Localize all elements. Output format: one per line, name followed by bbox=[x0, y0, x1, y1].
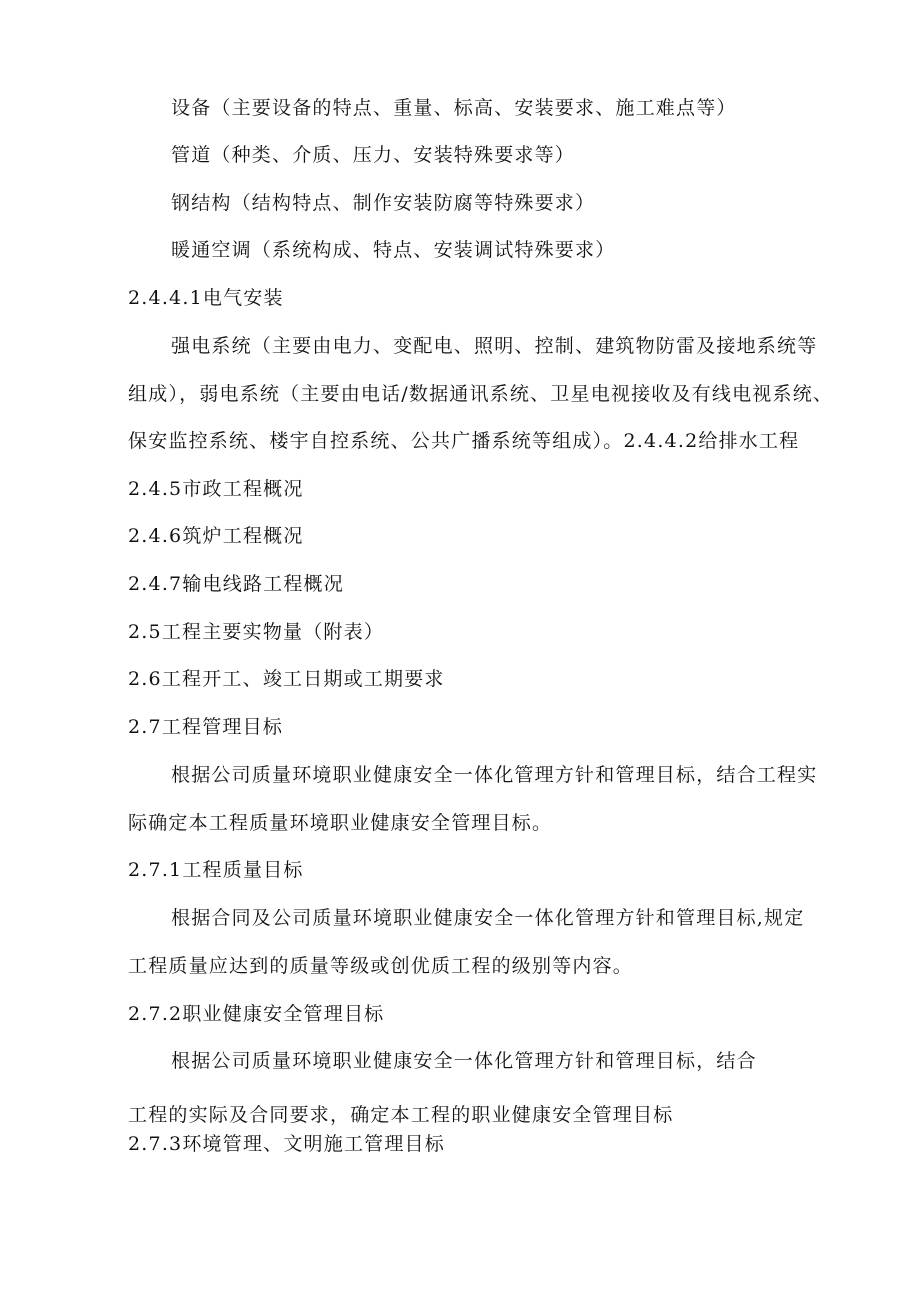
heading-2-7: 2.7工程管理目标 bbox=[128, 716, 284, 738]
paragraph-safety-line-1: 根据公司质量环境职业健康安全一体化管理方针和管理目标，结合 bbox=[171, 1050, 757, 1072]
heading-2-4-5: 2.4.5市政工程概况 bbox=[128, 478, 304, 500]
heading-2-7-2: 2.7.2职业健康安全管理目标 bbox=[128, 1003, 385, 1025]
heading-2-7-1: 2.7.1工程质量目标 bbox=[128, 859, 304, 881]
paragraph-equipment: 设备（主要设备的特点、重量、标高、安装要求、施工难点等） bbox=[171, 97, 737, 119]
heading-2-5: 2.5工程主要实物量（附表） bbox=[128, 621, 385, 643]
paragraph-safety-line-2: 工程的实际及合同要求，确定本工程的职业健康安全管理目标 bbox=[128, 1104, 674, 1126]
heading-2-4-6: 2.4.6筑炉工程概况 bbox=[128, 525, 304, 547]
heading-2-6: 2.6工程开工、竣工日期或工期要求 bbox=[128, 668, 445, 690]
paragraph-electrical-line-3: 保安监控系统、楼宇自控系统、公共广播系统等组成）。2.4.4.2给排水工程 bbox=[128, 430, 800, 452]
paragraph-management-line-1: 根据公司质量环境职业健康安全一体化管理方针和管理目标，结合工程实 bbox=[171, 764, 818, 786]
paragraph-piping: 管道（种类、介质、压力、安装特殊要求等） bbox=[171, 144, 576, 166]
heading-2-7-3: 2.7.3环境管理、文明施工管理目标 bbox=[128, 1133, 445, 1155]
paragraph-electrical-line-2: 组成），弱电系统（主要由电话/数据通讯系统、卫星电视接收及有线电视系统、 bbox=[128, 383, 834, 405]
paragraph-management-line-2: 际确定本工程质量环境职业健康安全管理目标。 bbox=[128, 812, 553, 834]
heading-2-4-4-1: 2.4.4.1电气安装 bbox=[128, 287, 284, 309]
paragraph-steel-structure: 钢结构（结构特点、制作安装防腐等特殊要求） bbox=[171, 192, 596, 214]
heading-2-4-7: 2.4.7输电线路工程概况 bbox=[128, 573, 344, 595]
paragraph-electrical-line-1: 强电系统（主要由电力、变配电、照明、控制、建筑物防雷及接地系统等 bbox=[171, 335, 818, 357]
paragraph-quality-line-1: 根据合同及公司质量环境职业健康安全一体化管理方针和管理目标,规定 bbox=[171, 907, 805, 929]
paragraph-quality-line-2: 工程质量应达到的质量等级或创优质工程的级别等内容。 bbox=[128, 955, 634, 977]
paragraph-hvac: 暖通空调（系统构成、特点、安装调试特殊要求） bbox=[171, 239, 616, 261]
